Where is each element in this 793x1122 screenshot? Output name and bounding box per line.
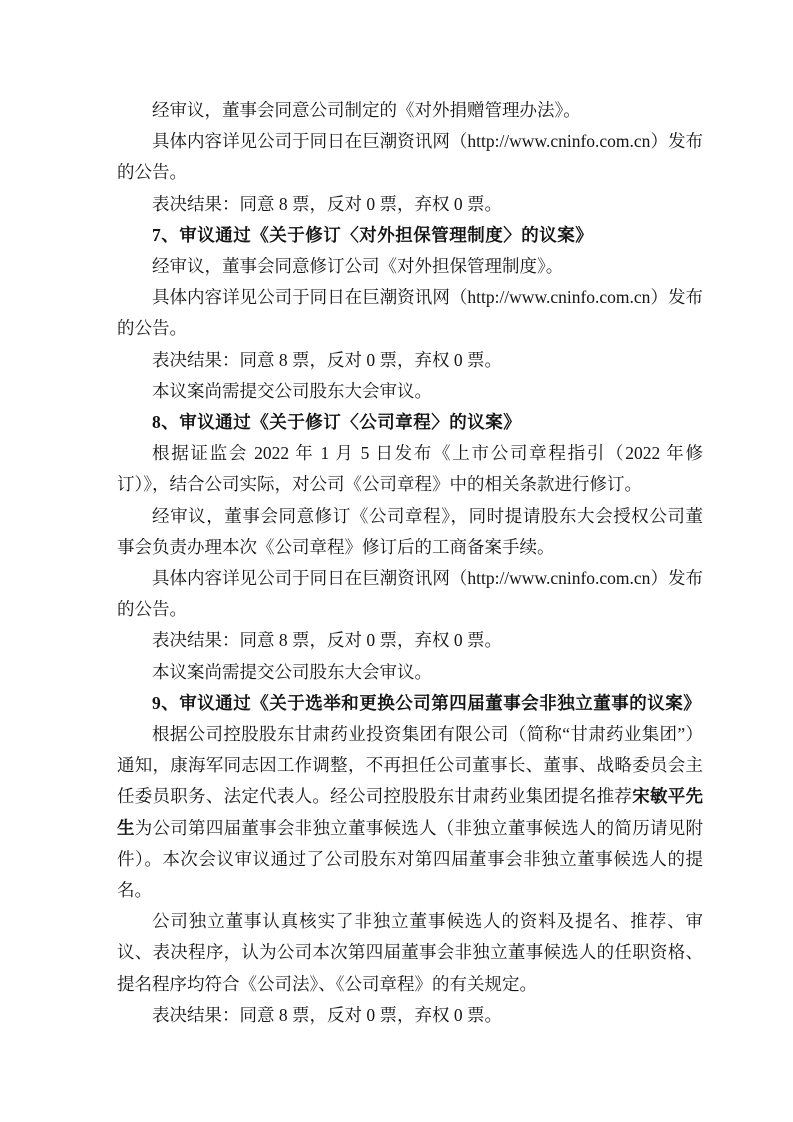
item8-section-heading: 8、审议通过《关于修订〈公司章程〉的议案》 <box>152 412 522 433</box>
item7-submit-notice: 本议案尚需提交公司股东大会审议。 <box>152 380 432 401</box>
item8-basis-paragraph: 根据证监会 2022 年 1 月 5 日发布《上市公司章程指引（2022 年修订）》，结合公司实际，对公司《公司章程》中的相关条款进行修订。 <box>117 443 703 495</box>
item9-vote-result: 表决结果：同意 8 票，反对 0 票，弃权 0 票。 <box>152 1004 502 1025</box>
item6-detail-paragraph: 具体内容详见公司于同日在巨潮资讯网（http://www.cninfo.com.cn）发布的公告。 <box>117 131 703 183</box>
item9-nomination-text-post: 为公司第四届董事会非独立董事候选人（非独立董事候选人的简历请见附件）。本次会议审议通过了公司股东对第四届董事会非独立董事候选人的提名。 <box>117 817 703 901</box>
item7-detail-paragraph: 具体内容详见公司于同日在巨潮资讯网（http://www.cninfo.com.cn）发布的公告。 <box>117 287 703 339</box>
item6-vote-result: 表决结果：同意 8 票，反对 0 票，弃权 0 票。 <box>152 193 502 214</box>
item9-nomination-text-pre: 根据公司控股股东甘肃药业投资集团有限公司（简称“甘肃药业集团”）通知，康海军同志因工作调整，不再担任公司董事长、董事、战略委员会主任委员职务、法定代表人。经公司控股股东甘肃药业集团提名推荐 <box>117 724 703 807</box>
item9-nomination-paragraph <box>117 719 703 906</box>
item8-vote-result: 表决结果：同意 8 票，反对 0 票，弃权 0 票。 <box>152 630 502 651</box>
item9-independent-director-opinion: 公司独立董事认真核实了非独立董事候选人的资料及提名、推荐、审议、表决程序，认为公司本次第四届董事会非独立董事候选人的任职资格、提名程序均符合《公司法》、《公司章程》的有关规定。 <box>117 911 703 994</box>
item9-section-heading: 9、审议通过《关于选举和更换公司第四届董事会非独立董事的议案》 <box>152 692 702 713</box>
item9-nominee-name: 宋敏平先生 <box>117 786 703 838</box>
item6-approval-paragraph: 经审议，董事会同意公司制定的《对外捐赠管理办法》。 <box>152 100 581 120</box>
item7-section-heading: 7、审议通过《关于修订〈对外担保管理制度〉的议案》 <box>152 224 594 245</box>
item8-approval-paragraph: 经审议，董事会同意修订《公司章程》，同时提请股东大会授权公司董事会负责办理本次《公司章程》修订后的工商备案手续。 <box>117 505 703 557</box>
item7-vote-result: 表决结果：同意 8 票，反对 0 票，弃权 0 票。 <box>152 349 502 370</box>
item8-detail-paragraph: 具体内容详见公司于同日在巨潮资讯网（http://www.cninfo.com.cn）发布的公告。 <box>117 568 703 620</box>
document-body <box>117 95 703 1031</box>
item8-submit-notice: 本议案尚需提交公司股东大会审议。 <box>152 661 432 682</box>
item7-approval-paragraph: 经审议，董事会同意修订公司《对外担保管理制度》。 <box>152 256 564 277</box>
